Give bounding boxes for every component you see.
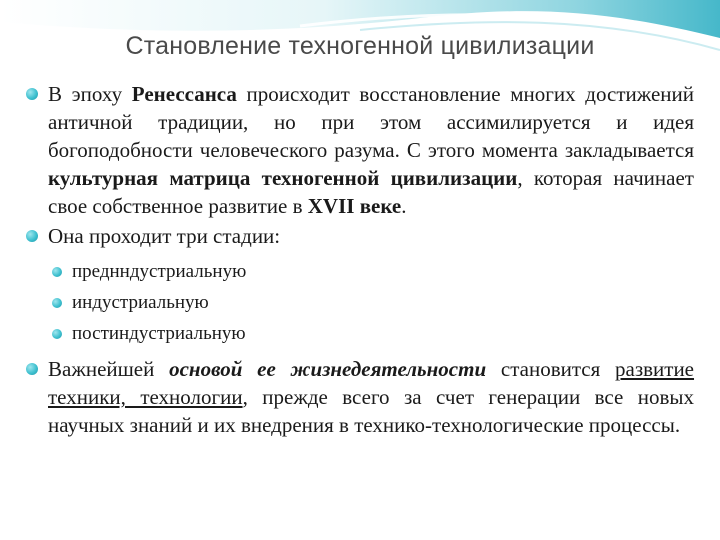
- text-span: [276, 357, 291, 381]
- bullet-icon: [26, 230, 38, 242]
- slide-content: [22, 80, 694, 439]
- bullet-icon: [52, 329, 62, 339]
- text-span: , прежде всего за счет генерации все новых научных знаний и их внедрения в технико-технологические процессы.: [48, 385, 694, 437]
- text-span: В эпоху: [48, 82, 132, 106]
- technology-development-term: развитие техники, технологии: [48, 357, 695, 409]
- text-span: происходит восстановление многих достижений античной традиции, но при этом ассимилируется и идея богоподобности человеческого разума. С этого момента закладывается: [48, 82, 694, 162]
- bullet-icon: [26, 363, 38, 375]
- stage-label: индустриальную: [72, 292, 209, 313]
- stage-item: [50, 287, 694, 318]
- list-item-renaissance: [22, 80, 694, 220]
- list-item-basis: [22, 355, 694, 439]
- cultural-matrix-term: культурная матрица техногенной цивилизации: [48, 166, 518, 190]
- page-title: Становление техногенной цивилизации: [125, 32, 595, 60]
- text-span: [242, 357, 257, 381]
- list-item-stages: [22, 222, 694, 250]
- bullet-icon: [52, 298, 62, 308]
- text-span: , которая начинает свое собственное развитие в: [48, 166, 694, 218]
- century-term: XVII веке: [307, 194, 402, 218]
- renaissance-term: Ренессанса: [131, 82, 237, 106]
- text-span: .: [401, 194, 407, 218]
- stages-intro: Она проходит три стадии:: [48, 224, 281, 248]
- its-term: ее: [257, 357, 276, 381]
- stage-item: [50, 318, 694, 349]
- text-span: Важнейшей: [48, 357, 170, 381]
- text-span: становится: [486, 357, 615, 381]
- basis-term: основой: [169, 357, 243, 381]
- vital-activity-term: жизнедеятельности: [290, 357, 487, 381]
- stage-item: [50, 256, 694, 287]
- stage-label: постиндустриальную: [72, 323, 246, 344]
- bullet-icon: [26, 88, 38, 100]
- bullet-icon: [52, 267, 62, 277]
- stage-label: преднндустриальную: [72, 261, 247, 282]
- stages-list: [50, 256, 694, 349]
